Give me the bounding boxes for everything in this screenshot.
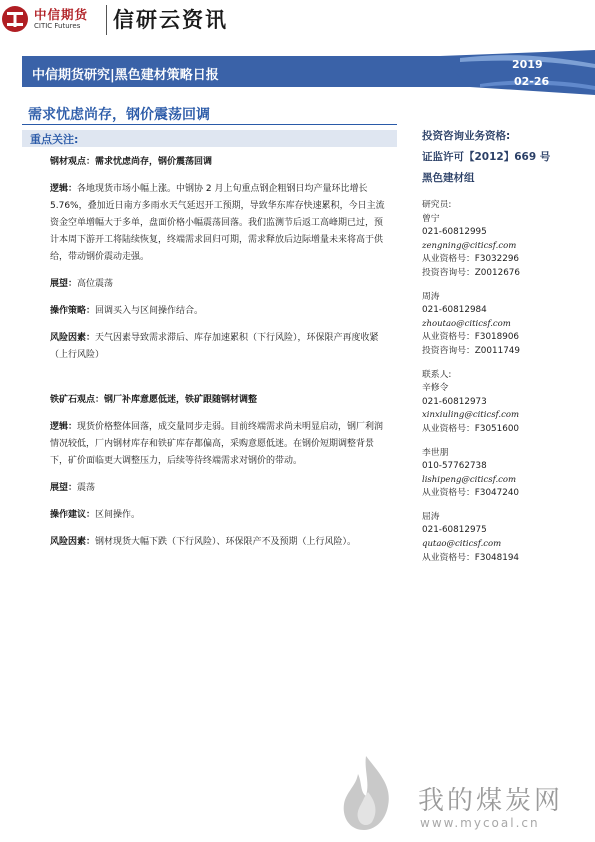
license-number: 证监许可【2012】669 号 <box>422 151 551 163</box>
brand-title: 信研云资讯 <box>113 8 228 32</box>
ore-outlook-text: 震荡 <box>77 483 96 493</box>
ore-suggest <box>28 507 388 524</box>
person-name: 周涛 <box>422 291 440 302</box>
person-name: 曾宁 <box>422 213 440 224</box>
contact-phone: 021-60812973 <box>422 396 487 407</box>
person-email[interactable]: zengning@citicsf.com <box>422 240 517 251</box>
page-title: 需求忧虑尚存，钢价震荡回调 <box>28 107 210 123</box>
ore-risk <box>28 534 388 551</box>
contact-phone: 010-57762738 <box>422 461 487 472</box>
ore-heading: 铁矿石观点：钢厂补库意愿低迷，铁矿跟随钢材调整 <box>50 395 258 405</box>
banner-swoosh-decoration <box>440 50 595 95</box>
person-invest: 投资咨询号：Z0012676 <box>422 267 520 278</box>
title-underline <box>22 124 397 125</box>
researcher-label: 研究员: <box>422 200 452 210</box>
logo-chinese-name: 中信期货 <box>34 7 89 22</box>
contact-email[interactable]: xinxiuling@citicsf.com <box>422 410 520 421</box>
citic-logo-icon <box>0 4 30 34</box>
steel-outlook-text: 高位震荡 <box>77 279 114 289</box>
contact-email[interactable]: qutao@citicsf.com <box>422 539 502 550</box>
banner-title: 中信期货研究|黑色建材策略日报 <box>32 68 219 83</box>
steel-strategy-text: 回调买入与区间操作结合。 <box>95 306 204 316</box>
person-phone: 021-60812984 <box>422 305 487 316</box>
steel-risk-text: 天气因素导致需求滞后、库存加速累积（下行风险），环保限产再度收紧（上行风险） <box>50 333 379 360</box>
contact-name: 屈涛 <box>422 511 440 522</box>
main-content <box>28 146 388 551</box>
steel-strategy-label: 操作策略： <box>50 306 96 316</box>
contact-sidebar <box>422 126 582 565</box>
contact-phone: 021-60812975 <box>422 525 487 536</box>
steel-outlook-label: 展望： <box>50 279 78 289</box>
focus-section-label: 重点关注: <box>30 133 79 146</box>
steel-logic <box>28 181 388 266</box>
contact-email[interactable]: lishipeng@citicsf.com <box>422 474 517 485</box>
watermark-site-name: 我的煤炭网 <box>418 786 564 816</box>
ore-suggest-text: 区间操作。 <box>95 510 141 520</box>
person-cert: 从业资格号：F3018906 <box>422 332 520 343</box>
ore-outlook <box>28 480 388 497</box>
logo-english-name: CITIC Futures <box>34 22 81 30</box>
ore-risk-label: 风险因素： <box>50 537 96 547</box>
person-phone: 021-60812995 <box>422 227 487 238</box>
ore-logic-text: 现货价格整体回落，成交量同步走弱。目前终端需求尚未明显启动，钢厂利润情况较低，厂内钢材库存和铁矿库存都偏高，采购意愿低迷。在钢价短期调整背景下，矿价面临更大调整压力，后续等待终端需求对钢价的带动。 <box>50 422 384 466</box>
contact-cert: 从业资格号：F3051600 <box>422 423 520 434</box>
steel-risk-label: 风险因素： <box>50 333 96 343</box>
report-date: 02-26 <box>514 75 550 88</box>
steel-logic-label: 逻辑： <box>50 184 78 194</box>
person-email[interactable]: zhoutao@citicsf.com <box>422 318 511 329</box>
contact-name: 辛修令 <box>422 383 449 394</box>
contact-cert: 从业资格号：F3048194 <box>422 552 520 563</box>
steel-strategy <box>28 303 388 320</box>
qualification-heading: 投资咨询业务资格: <box>422 130 511 142</box>
report-year: 2019 <box>512 58 543 71</box>
person-cert: 从业资格号：F3032296 <box>422 254 520 265</box>
contact-cert: 从业资格号：F3047240 <box>422 488 520 499</box>
steel-risk <box>28 330 388 364</box>
logo-divider <box>106 5 107 35</box>
flame-watermark-icon <box>330 752 402 834</box>
group-name: 黑色建材组 <box>422 172 475 184</box>
steel-outlook <box>28 276 388 293</box>
ore-outlook-label: 展望： <box>50 483 78 493</box>
contact-label: 联系人: <box>422 369 452 380</box>
ore-logic-label: 逻辑： <box>50 422 78 432</box>
steel-logic-text: 各地现货市场小幅上涨。中钢协 2 月上旬重点钢企粗钢日均产量环比增长 5.76%，叠加近日南方多雨水天气延迟开工预期，导致华东库存快速累积，今日主流资金空单增幅大于多单，盘面价格小幅震荡回落。我们监测节后返工高峰期已过，预计本周下游开工将陆续恢复，终端需求回归可期，需求释放后边际增量未来将高于供给，带动钢价震动走强。 <box>50 184 385 262</box>
watermark-url: www.mycoal.cn <box>420 816 540 830</box>
ore-risk-text: 钢材现货大幅下跌（下行风险）、环保限产不及预期（上行风险）。 <box>95 537 357 547</box>
ore-suggest-label: 操作建议： <box>50 510 96 520</box>
person-invest: 投资咨询号：Z0011749 <box>422 345 520 356</box>
contact-name: 李世朋 <box>422 447 449 458</box>
steel-heading: 钢材观点：需求忧虑尚存，钢价震荡回调 <box>50 157 213 167</box>
ore-logic <box>28 419 388 470</box>
